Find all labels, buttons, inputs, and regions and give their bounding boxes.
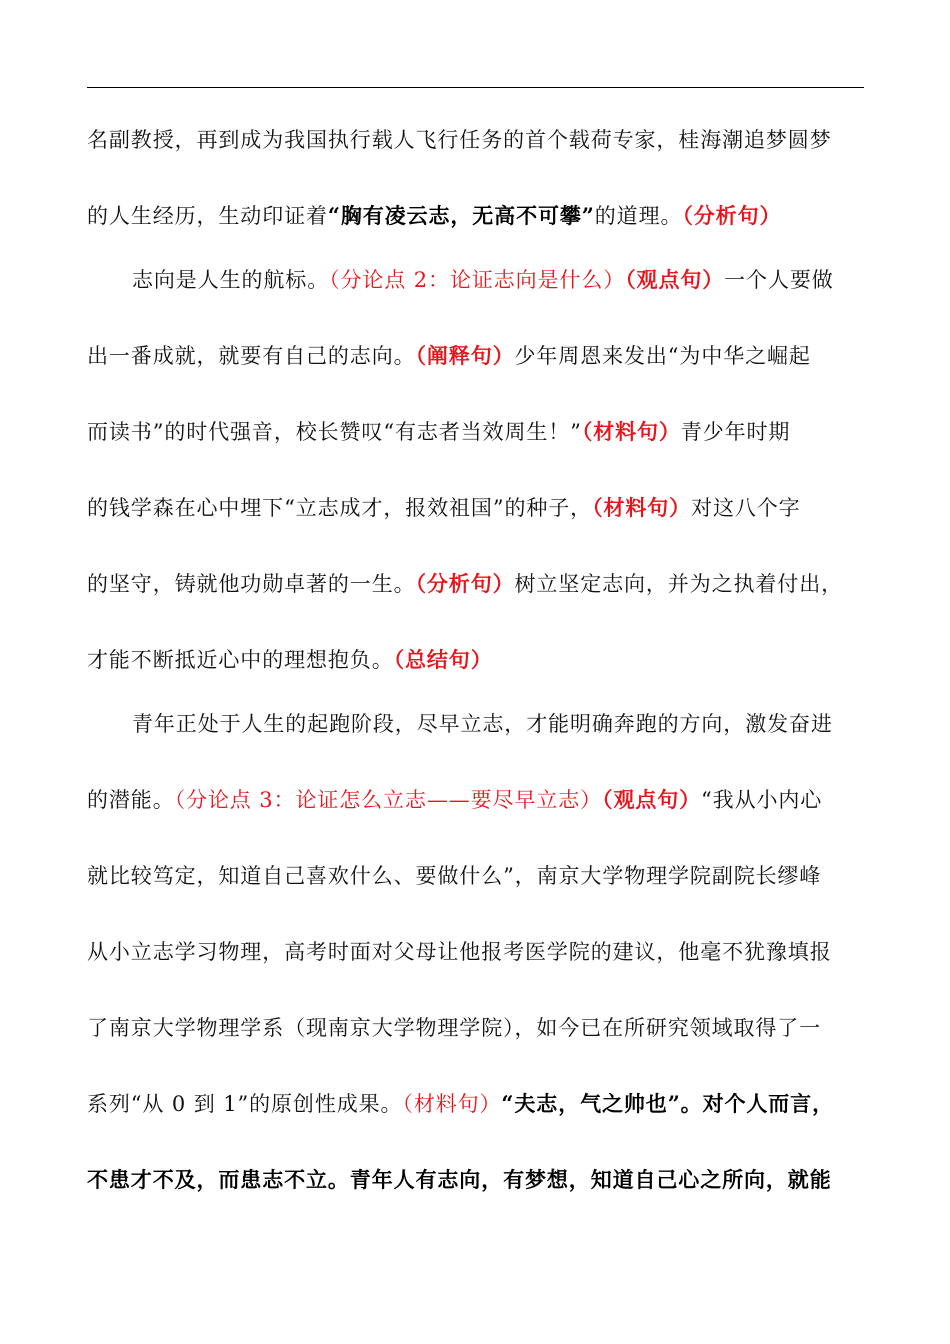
text-segment: 一个人要做 <box>724 268 834 292</box>
text-line <box>87 786 822 814</box>
text-line <box>87 126 832 154</box>
annotation-label: （材料句） <box>402 1092 502 1116</box>
annotation-label: （分论点 3：论证怎么立志——要尽早立志） <box>174 788 603 812</box>
text-segment: 志向是人生的航标。 <box>132 268 330 292</box>
annotation-label: （观点句） <box>602 787 702 812</box>
text-segment: 了南京大学物理学系（现南京大学物理学院），如今已在所研究领域取得了一 <box>87 1016 822 1040</box>
text-segment: 的钱学森在心中埋下“立志成才，报效祖国”的种子， <box>87 496 593 520</box>
annotation-label: （分论点 2：论证志向是什么） <box>329 268 626 292</box>
text-segment: 从小立志学习物理，高考时面对父母让他报考医学院的建议，他毫不犹豫填报 <box>87 940 832 964</box>
text-segment: 的道理。 <box>594 204 683 228</box>
text-line <box>87 342 811 370</box>
bold-text-segment: “夫志，气之帅也”。对个人而言， <box>501 1091 834 1116</box>
annotation-label: （材料句） <box>581 419 681 444</box>
text-line <box>87 1014 821 1042</box>
text-segment: 的潜能。 <box>87 788 175 812</box>
bold-text-segment: 不患才不及，而患志不立。青年人有志向，有梦想，知道自己心之所向，就能 <box>87 1167 832 1192</box>
text-segment: 树立坚定志向，并为之执着付出， <box>514 572 843 596</box>
text-line <box>87 646 493 674</box>
text-line <box>87 418 790 446</box>
text-segment: 就比较笃定，知道自己喜欢什么、要做什么”，南京大学物理学院副院长缪峰 <box>87 864 822 888</box>
text-line <box>87 570 843 598</box>
text-line <box>87 938 832 966</box>
text-line <box>87 202 781 230</box>
text-segment: 系列“从 0 到 1”的原创性成果。 <box>87 1092 403 1116</box>
annotation-label: （分析句） <box>415 571 515 596</box>
text-line <box>87 494 801 522</box>
text-line <box>87 862 821 890</box>
text-segment: 青年正处于人生的起跑阶段，尽早立志，才能明确奔跑的方向，激发奋进 <box>132 712 833 736</box>
text-line <box>132 266 834 294</box>
text-segment: 的人生经历，生动印证着 <box>87 204 328 228</box>
annotation-label: （材料句） <box>592 495 692 520</box>
text-segment: 青少年时期 <box>680 420 791 444</box>
text-segment: 而读书”的时代强音，校长赞叹“有志者当效周生！” <box>87 420 582 444</box>
annotation-label: （分析句） <box>682 203 782 228</box>
annotation-label: （总结句） <box>393 647 493 672</box>
text-segment: 的坚守，铸就他功勋卓著的一生。 <box>87 572 416 596</box>
text-segment: 对这八个字 <box>691 496 801 520</box>
text-segment: 出一番成就，就要有自己的志向。 <box>87 344 416 368</box>
text-line <box>87 1090 834 1118</box>
text-segment: 少年周恩来发出“为中华之崛起 <box>514 344 811 368</box>
annotation-label: （阐释句） <box>415 343 515 368</box>
text-segment: 名副教授，再到成为我国执行载人飞行任务的首个载荷专家，桂海潮追梦圆梦 <box>87 128 832 152</box>
bold-text-segment: “胸有凌云志，无高不可攀” <box>327 203 595 228</box>
header-rule <box>87 87 864 88</box>
text-segment: “我从小内心 <box>701 788 823 812</box>
text-line <box>132 710 833 738</box>
annotation-label: （观点句） <box>625 267 725 292</box>
text-line <box>87 1166 832 1194</box>
text-segment: 才能不断抵近心中的理想抱负。 <box>87 648 394 672</box>
